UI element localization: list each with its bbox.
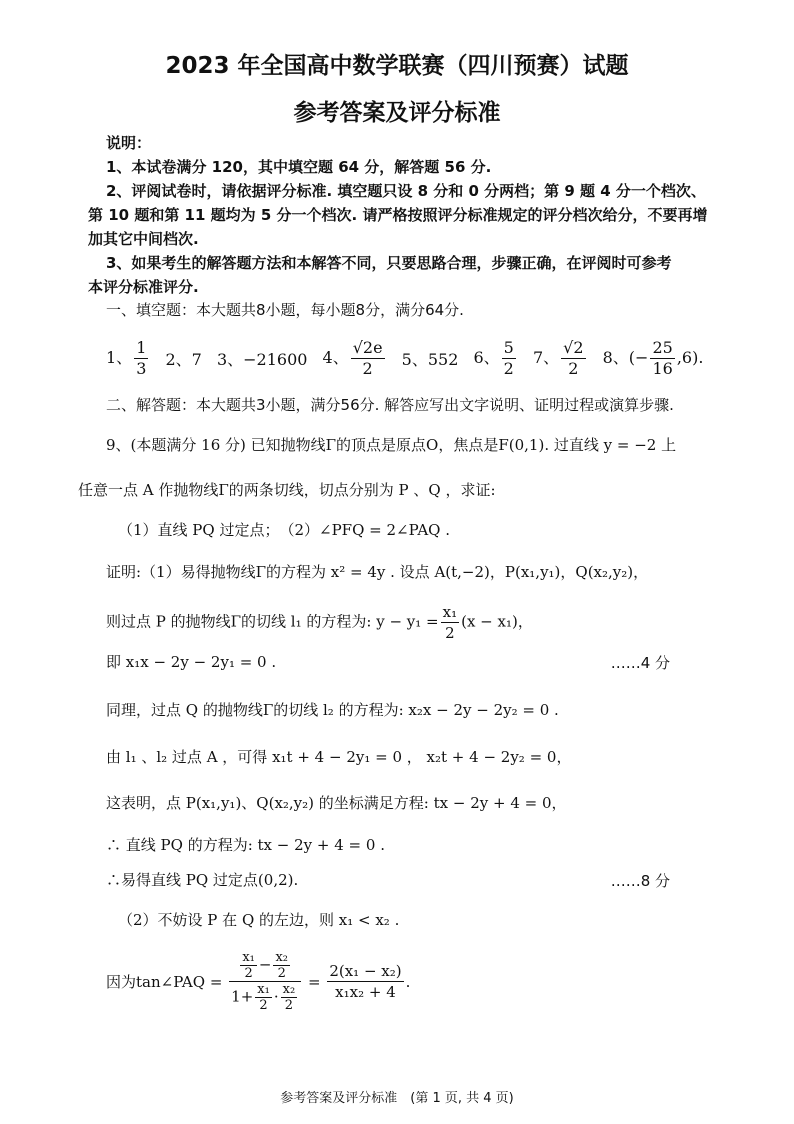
- note-3b: 本评分标准评分.: [88, 278, 199, 296]
- answer-8-numerator: 25: [652, 338, 673, 357]
- page-title: 2023 年全国高中数学联赛（四川预赛）试题: [165, 53, 629, 79]
- note-1: 1、本试卷满分 120，其中填空题 64 分，解答题 56 分.: [106, 158, 492, 176]
- tan-rhs-numerator: 2(x₁ − x₂): [329, 962, 402, 980]
- proof-line-7: ∴ 直线 PQ 的方程为: tx − 2y + 4 = 0 .: [106, 836, 385, 854]
- answer-5: 5、552: [401, 350, 459, 369]
- answer-6: [473, 338, 517, 379]
- notes-heading: 说明：: [106, 134, 152, 152]
- answer-1-fraction: [134, 338, 148, 379]
- answer-1: [106, 338, 150, 379]
- note-2a: 2、评阅试卷时，请依据评分标准. 填空题只设 8 分和 0 分两档；第 9 题 4 分一个档次、: [106, 182, 706, 200]
- note-2b: 第 10 题和第 11 题均为 5 分一个档次. 请严格按照评分标准规定的评分档次给分，不要再增: [88, 206, 708, 224]
- answer-8-denominator: 16: [652, 359, 673, 378]
- answer-7: [533, 338, 588, 379]
- tan-num-a-den: 2: [244, 966, 253, 981]
- proof-line-2-fraction: [441, 602, 459, 643]
- tan-end: .: [405, 972, 411, 991]
- tan-rhs-fraction: [327, 961, 403, 1002]
- tan-den-b-den: 2: [284, 998, 294, 1013]
- answer-8-label: 8、(−: [602, 348, 649, 367]
- answer-4-numerator: √2e: [352, 338, 383, 357]
- answer-8-fraction: [650, 338, 674, 379]
- answer-1-label: 1、: [106, 348, 133, 367]
- proof-line-2: [106, 602, 533, 643]
- tan-denominator: 1+ $\frac{\text{x₁}}{2}$ · $\frac{\text{x₂}}{2}$: [231, 982, 296, 1013]
- fill-in-answers: [106, 338, 713, 379]
- tan-num-b-den: 2: [277, 966, 286, 981]
- answer-4-denominator: 2: [362, 359, 373, 378]
- proof-line-2-denominator: 2: [445, 624, 455, 642]
- answer-4: [323, 338, 387, 379]
- answer-6-denominator: 2: [503, 359, 514, 378]
- tan-num-frac-b: [273, 950, 290, 981]
- proof-line-9: （2）不妨设 P 在 Q 的左边，则 x₁ < x₂ .: [118, 911, 400, 929]
- proof-line-2-rhs: (x − x₁)，: [461, 612, 533, 631]
- proof-line-3: 即 x₁x − 2y − 2y₁ = 0 .: [106, 653, 277, 671]
- tan-den-frac-b: [281, 982, 298, 1013]
- proof-line-5: 由 l₁ 、l₂ 过点 A ，可得 x₁t + 4 − 2y₁ = 0 ， x₂t + 4 − 2y₂ = 0，: [106, 748, 572, 766]
- proof-line-2-numerator: x₁: [442, 603, 458, 621]
- score-marker-8: ……8 分: [610, 872, 670, 890]
- answer-1-denominator: 3: [136, 359, 147, 378]
- tan-den-b: x₂: [282, 982, 296, 997]
- section-2-heading: 二、解答题：本大题共3小题，满分56分. 解答应写出文字说明、证明过程或演算步骤.: [106, 396, 674, 414]
- page-footer: 参考答案及评分标准 (第 1 页, 共 4 页): [280, 1091, 514, 1106]
- answer-6-label: 6、: [473, 348, 500, 367]
- problem-9-line-2: 任意一点 A 作抛物线Γ的两条切线，切点分别为 P 、Q ，求证:: [78, 481, 496, 499]
- tan-den-a-den: 2: [259, 998, 268, 1013]
- proof-line-8: ∴易得直线 PQ 过定点(0,2).: [106, 871, 299, 889]
- tan-lhs: 因为tan∠PAQ =: [106, 973, 223, 991]
- problem-9-line-3: （1）直线 PQ 过定点； （2）∠PFQ = 2∠PAQ .: [118, 521, 450, 539]
- answer-1-numerator: 1: [136, 338, 147, 357]
- answer-4-label: 4、: [322, 348, 349, 367]
- note-2c: 加其它中间档次.: [88, 230, 199, 248]
- note-3a: 3、如果考生的解答题方法和本解答不同，只要思路合理，步骤正确，在评阅时可参考: [106, 254, 672, 272]
- tan-num-frac-a: [240, 950, 257, 981]
- proof-line-4: 同理，过点 Q 的抛物线Γ的切线 l₂ 的方程为: x₂x − 2y − 2y₂ = 0 .: [106, 701, 559, 719]
- tan-num-a: x₁: [242, 950, 255, 965]
- tan-den-one-plus: 1+: [231, 987, 254, 1006]
- answer-4-fraction: [351, 338, 385, 379]
- answer-3: 3、−21600: [216, 350, 308, 369]
- proof-line-1: 证明:（1）易得抛物线Γ的方程为 x² = 4y . 设点 A(t,−2)，P(x₁,y₁)，Q(x₂,y₂)，: [106, 563, 649, 581]
- proof-line-2-lhs: 则过点 P 的抛物线Γ的切线 l₁ 的方程为: y − y₁ =: [106, 612, 439, 631]
- tan-den-a: x₁: [257, 982, 270, 997]
- answer-6-fraction: [502, 338, 516, 379]
- answer-7-denominator: 2: [568, 359, 579, 378]
- answer-7-label: 7、: [532, 348, 560, 367]
- page-subtitle: 参考答案及评分标准: [293, 100, 501, 126]
- tan-den-frac-a: [255, 982, 272, 1013]
- section-1-heading: 一、填空题：本大题共8小题，每小题8分，满分64分.: [106, 301, 464, 319]
- proof-line-6: 这表明，点 P(x₁,y₁)、Q(x₂,y₂) 的坐标满足方程: tx − 2y + 4 = 0，: [106, 794, 567, 812]
- tan-num-b: x₂: [275, 950, 288, 965]
- tan-rhs-denominator: x₁x₂ + 4: [335, 983, 396, 1001]
- answer-2: 2、7: [165, 350, 202, 369]
- tan-compound-fraction: [229, 950, 301, 1013]
- answer-8: [603, 338, 704, 379]
- answer-6-numerator: 5: [503, 338, 514, 357]
- proof-line-10: 因为tan∠PAQ = $\frac{\text{x₁}}{2}$ − $\frac{\text{x₂}}{2}$ 1+ $\frac{\text{x₁}}{2}$ · $\frac{\text{x₂}}{2}$ = $\frac{\text{2(x₁ − x₂)}}{\text{x₁x₂ + 4}}$ .: [106, 950, 411, 1013]
- answer-7-numerator: √2: [563, 338, 584, 357]
- answer-8-tail: ,6).: [676, 348, 704, 367]
- answer-7-fraction: [561, 338, 585, 379]
- score-marker-4: ……4 分: [610, 654, 670, 672]
- tan-numerator: $\frac{\text{x₁}}{2}$ − $\frac{\text{x₂}}{2}$: [229, 950, 301, 982]
- problem-9-line-1: 9、(本题满分 16 分) 已知抛物线Γ的顶点是原点O，焦点是F(0,1). 过直线 y = −2 上: [106, 436, 677, 454]
